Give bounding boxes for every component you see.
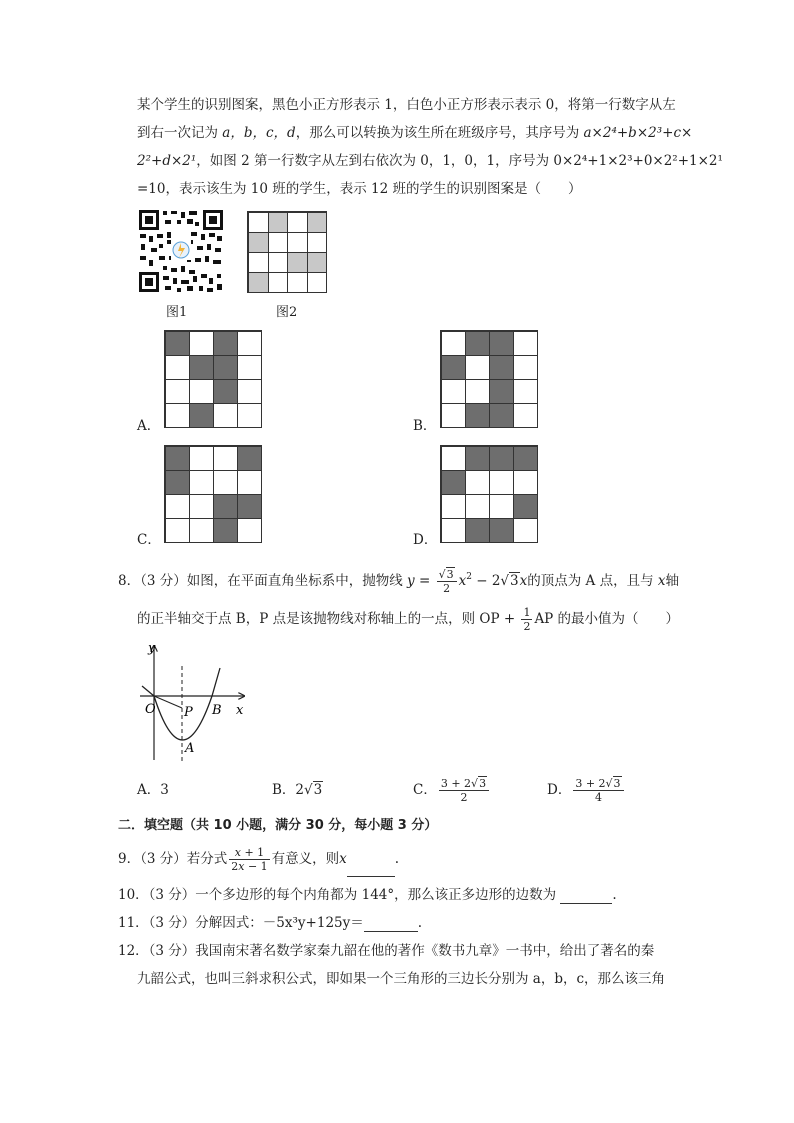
- empty-cell: [165, 355, 190, 380]
- filled-cell: [248, 232, 269, 253]
- filled-cell: [213, 355, 238, 380]
- empty-cell: [287, 212, 308, 233]
- empty-cell: [189, 518, 214, 543]
- filled-cell: [307, 252, 328, 273]
- filled-cell: [237, 446, 262, 471]
- empty-cell: [287, 272, 308, 293]
- qr-code-image: [137, 208, 225, 294]
- graph-label-p: P: [184, 705, 193, 720]
- q8-option-b: B．2√3: [272, 782, 323, 798]
- filled-cell: [189, 403, 214, 428]
- filled-cell: [513, 494, 538, 519]
- option-d-grid: [440, 445, 538, 543]
- graph-label-b: B: [212, 703, 222, 718]
- q10-answer-blank[interactable]: [560, 889, 612, 904]
- empty-cell: [248, 212, 269, 233]
- filled-cell: [165, 446, 190, 471]
- filled-cell: [213, 331, 238, 356]
- empty-cell: [213, 446, 238, 471]
- empty-cell: [513, 518, 538, 543]
- empty-cell: [268, 232, 289, 253]
- filled-cell: [489, 403, 514, 428]
- filled-cell: [513, 446, 538, 471]
- empty-cell: [465, 355, 490, 380]
- formula-coefficient: $\frac{√3}{2}$: [437, 568, 457, 595]
- filled-cell: [441, 355, 466, 380]
- question-12-line-2: 九韶公式，也叫三斜求积公式，即如果一个三角形的三边长分别为 a，b，c，那么该三角: [137, 971, 666, 987]
- filled-cell: [248, 272, 269, 293]
- empty-cell: [237, 403, 262, 428]
- q8-option-d: D． $\frac{3 + 2√3}{4}$: [547, 772, 626, 808]
- filled-cell: [489, 518, 514, 543]
- option-c-label: C．: [137, 532, 161, 548]
- filled-cell: [489, 446, 514, 471]
- filled-cell: [441, 470, 466, 495]
- filled-cell: [165, 331, 190, 356]
- filled-cell: [287, 252, 308, 273]
- empty-cell: [189, 379, 214, 404]
- empty-cell: [189, 470, 214, 495]
- q11-answer-blank[interactable]: [364, 917, 418, 932]
- intro-line-3: 2²+d×2¹，如图 2 第一行数字从左到右依次为 0，1，0，1，序号为 0×2⁴+1×2³+0×2²+1×2¹: [137, 153, 723, 169]
- empty-cell: [513, 470, 538, 495]
- empty-cell: [248, 252, 269, 273]
- filled-cell: [307, 212, 328, 233]
- filled-cell: [189, 355, 214, 380]
- filled-cell: [213, 518, 238, 543]
- empty-cell: [237, 470, 262, 495]
- formula-y: y: [407, 573, 415, 589]
- empty-cell: [237, 379, 262, 404]
- filled-cell: [237, 494, 262, 519]
- empty-cell: [513, 331, 538, 356]
- empty-cell: [441, 518, 466, 543]
- filled-cell: [213, 379, 238, 404]
- empty-cell: [165, 379, 190, 404]
- intro-line-1: 某个学生的识别图案，黑色小正方形表示 1，白色小正方形表示表示 0，将第一行数字从左: [137, 97, 676, 113]
- empty-cell: [465, 470, 490, 495]
- empty-cell: [165, 518, 190, 543]
- empty-cell: [189, 494, 214, 519]
- empty-cell: [513, 355, 538, 380]
- option-b-label: B．: [413, 418, 437, 434]
- empty-cell: [165, 403, 190, 428]
- q9-answer-blank[interactable]: [347, 862, 395, 877]
- filled-cell: [465, 446, 490, 471]
- half-fraction: $\frac{1}{2}$: [523, 606, 531, 633]
- filled-cell: [213, 494, 238, 519]
- empty-cell: [268, 252, 289, 273]
- question-11: 11．（3 分）分解因式：－5x³y+125y＝ .: [118, 915, 423, 931]
- graph-label-y: y: [148, 641, 156, 656]
- intro-line-2: 到右一次记为 a，b，c，d，那么可以转换为该生所在班级序号，其序号为 a×2⁴+b×2³+c×: [137, 125, 693, 141]
- filled-cell: [268, 212, 289, 233]
- empty-cell: [237, 355, 262, 380]
- q9-fraction: $\frac{x + 1}{2x - 1}$: [231, 846, 268, 873]
- empty-cell: [441, 494, 466, 519]
- empty-cell: [307, 232, 328, 253]
- empty-cell: [189, 446, 214, 471]
- filled-cell: [489, 331, 514, 356]
- empty-cell: [441, 403, 466, 428]
- empty-cell: [165, 494, 190, 519]
- graph-label-o: O: [145, 702, 156, 717]
- question-12-line-1: 12．（3 分）我国南宋著名数学家秦九韶在他的著作《数书九章》一书中，给出了著名的秦: [118, 943, 655, 959]
- empty-cell: [287, 232, 308, 253]
- figure-1-caption: 图1: [166, 305, 188, 320]
- intro-line-4: =10，表示该生为 10 班的学生，表示 12 班的学生的识别图案是（ ）: [137, 181, 582, 197]
- figure-2-grid: [247, 211, 327, 293]
- question-10: 10．（3 分）一个多边形的每个内角都为 144°，那么该正多边形的边数为 .: [118, 887, 617, 903]
- empty-cell: [489, 494, 514, 519]
- option-a-label: A．: [137, 418, 161, 434]
- figure-2-caption: 图2: [276, 305, 298, 320]
- q8-option-c: C． $\frac{3 + 2√3}{2}$: [413, 772, 491, 808]
- empty-cell: [441, 446, 466, 471]
- empty-cell: [307, 272, 328, 293]
- empty-cell: [513, 379, 538, 404]
- graph-label-a: A: [185, 741, 195, 756]
- filled-cell: [165, 470, 190, 495]
- filled-cell: [465, 331, 490, 356]
- empty-cell: [441, 331, 466, 356]
- empty-cell: [268, 272, 289, 293]
- filled-cell: [489, 355, 514, 380]
- filled-cell: [465, 518, 490, 543]
- option-b-grid: [440, 330, 538, 428]
- graph-label-x: x: [236, 703, 244, 718]
- empty-cell: [465, 379, 490, 404]
- empty-cell: [237, 331, 262, 356]
- question-9: 9．（3 分）若分式 $\frac{x + 1}{2x - 1}$ 有意义，则x .: [118, 841, 399, 877]
- parabola-graph: [140, 640, 252, 764]
- empty-cell: [441, 379, 466, 404]
- empty-cell: [489, 470, 514, 495]
- empty-cell: [513, 403, 538, 428]
- empty-cell: [465, 494, 490, 519]
- filled-cell: [489, 379, 514, 404]
- q8-option-a: A．3: [137, 782, 169, 798]
- empty-cell: [213, 470, 238, 495]
- option-a-grid: [164, 330, 262, 428]
- option-d-label: D．: [413, 532, 438, 548]
- empty-cell: [189, 331, 214, 356]
- option-c-grid: [164, 445, 262, 543]
- empty-cell: [237, 518, 262, 543]
- section-2-heading: 二．填空题（共 10 小题，满分 30 分，每小题 3 分）: [118, 818, 438, 833]
- question-8-line-1: 8．（3 分）如图，在平面直角坐标系中，抛物线 y = $\frac{√3}{2}$ $x^2 - 2√3x$的顶点为 A 点，且与 x轴: [118, 568, 680, 595]
- empty-cell: [213, 403, 238, 428]
- filled-cell: [465, 403, 490, 428]
- question-8-line-2: 的正半轴交于点 B，P 点是该抛物线对称轴上的一点，则 OP + $\frac{1}{2}$ AP 的最小值为（ ）: [137, 606, 680, 633]
